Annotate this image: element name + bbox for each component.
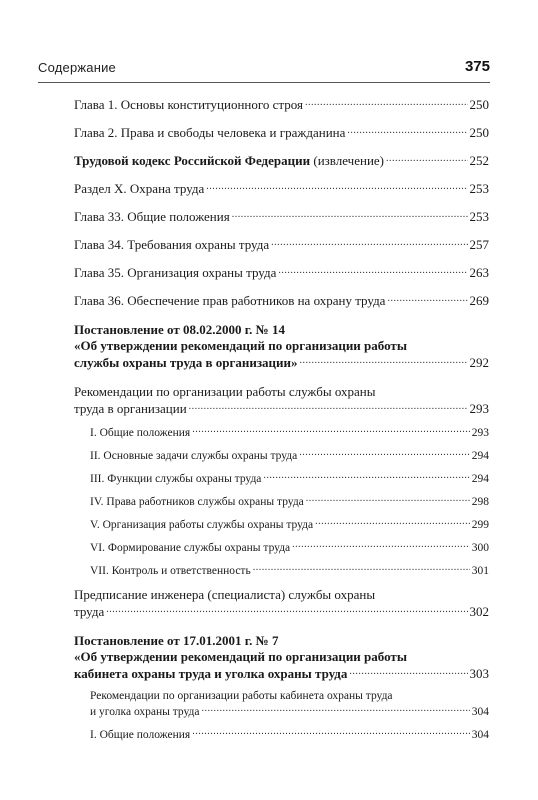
leader-dots	[106, 603, 467, 616]
toc-entry[interactable]: Трудовой кодекс Российской Федерации (извлечение) ..... 252	[74, 152, 489, 169]
leader-dots	[189, 400, 468, 413]
toc-subentry[interactable]: III. Функции службы охраны труда ..... 294	[90, 470, 489, 487]
toc-subentry[interactable]: I. Общие положения ..... 293	[90, 424, 489, 441]
toc-entry-line: Предписание инженера (специалиста) службы охраны	[74, 587, 376, 602]
toc-entry[interactable]: Глава 2. Права и свободы человека и гражданина ..... 250	[74, 124, 489, 141]
leader-dots	[206, 180, 467, 193]
leader-dots	[263, 470, 469, 482]
leader-dots	[292, 539, 470, 551]
toc-subentry[interactable]: I. Общие положения ..... 304	[90, 726, 489, 743]
toc-entry[interactable]: Глава 34. Требования охраны труда ..... 257	[74, 236, 489, 253]
toc-entry-line: «Об утверждении рекомендаций по организации работы	[74, 649, 407, 664]
table-of-contents	[74, 0, 489, 800]
toc-entry-line: Постановление от 08.02.2000 г. № 14	[74, 322, 285, 337]
toc-subentry[interactable]: IV. Права работников службы охраны труда ..... 298	[90, 493, 489, 510]
leader-dots	[387, 292, 467, 305]
toc-subentry[interactable]: VII. Контроль и ответственность ..... 301	[90, 562, 489, 579]
toc-entry[interactable]: кабинета охраны труда и уголка охраны труда ..... 303	[74, 665, 489, 682]
toc-entry[interactable]: Раздел X. Охрана труда ..... 253	[74, 180, 489, 197]
leader-dots	[202, 703, 470, 715]
toc-entry-line: «Об утверждении рекомендаций по организации работы	[74, 338, 407, 353]
toc-entry-line: Рекомендации по организации работы службы охраны	[74, 384, 376, 399]
toc-entry[interactable]: службы охраны труда в организации» ..... 292	[74, 354, 489, 371]
toc-entry[interactable]: Глава 1. Основы конституционного строя ..... 250	[74, 96, 489, 113]
leader-dots	[347, 124, 467, 137]
toc-entry[interactable]: Глава 36. Обеспечение прав работников на охрану труда ..... 269	[74, 292, 489, 309]
leader-dots	[192, 424, 470, 436]
toc-subentry[interactable]: VI. Формирование службы охраны труда ..... 300	[90, 539, 489, 556]
leader-dots	[278, 264, 467, 277]
toc-entry[interactable]: Глава 33. Общие положения ..... 253	[74, 208, 489, 225]
leader-dots	[299, 447, 470, 459]
leader-dots	[306, 493, 470, 505]
toc-entry-line: Постановление от 17.01.2001 г. № 7	[74, 633, 279, 648]
leader-dots	[300, 354, 468, 367]
toc-entry[interactable]: труда в организации ..... 293	[74, 400, 489, 417]
leader-dots	[315, 516, 470, 528]
leader-dots	[253, 562, 470, 574]
toc-subentry[interactable]: и уголка охраны труда ..... 304	[90, 703, 489, 720]
toc-subentry[interactable]: II. Основные задачи службы охраны труда ..... 294	[90, 447, 489, 464]
leader-dots	[192, 726, 470, 738]
toc-subentry-line: Рекомендации по организации работы кабинета охраны труда	[90, 690, 393, 702]
leader-dots	[349, 665, 467, 678]
toc-subentry[interactable]: V. Организация работы службы охраны труда ..... 299	[90, 516, 489, 533]
leader-dots	[271, 236, 467, 249]
toc-entry[interactable]: труда ..... 302	[74, 603, 489, 620]
leader-dots	[232, 208, 468, 221]
toc-entry[interactable]: Глава 35. Организация охраны труда ..... 263	[74, 264, 489, 281]
leader-dots	[386, 152, 467, 165]
leader-dots	[305, 96, 468, 109]
page-number: 375	[464, 58, 490, 75]
running-header-section: Содержание	[38, 60, 116, 75]
